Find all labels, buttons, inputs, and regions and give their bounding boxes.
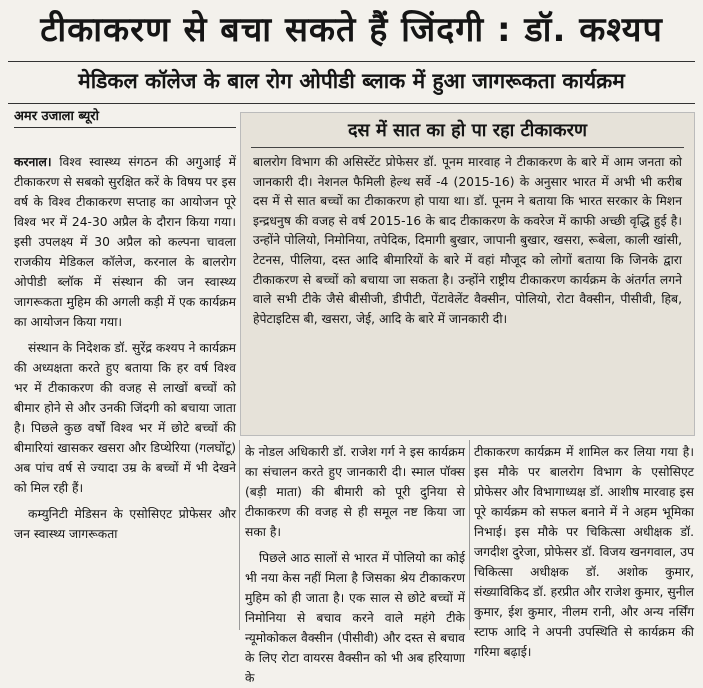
- column-1: [14, 152, 236, 632]
- article-subheadline: मेडिकल कॉलेज के बाल रोग ओपीडी ब्लाक में हुआ जागरूकता कार्यक्रम: [78, 69, 625, 93]
- column-2: [245, 442, 465, 685]
- article-headline: टीकाकरण से बचा सकते हैं जिंदगी : डॉ. कश्यप: [40, 10, 663, 50]
- sidebar-box-title: दस में सात का हो पा रहा टीकाकरण: [347, 120, 588, 141]
- sidebar-box-divider: [251, 147, 684, 148]
- col1-paragraph-1: [14, 152, 236, 332]
- col1-paragraph-2: संस्थान के निदेशक डॉ. सुरेंद्र कश्यप ने कार्यक्रम की अध्यक्षता करते हुए बताया कि हर वर्ष विश्व भर में टीकाकरण की वजह से लाखों बच्चों को बीमार होने से और उनकी जिंदगी को बचाया जाता है। पिछले कुछ वर्षों विश्व भर में छोटे बच्चों की बीमारियां खासकर खसरा और डिप्थेरिया (गलघोंटू) अब पांच वर्ष से ज्यादा उम्र के बच्चों में भी देखने को मिल रही हैं।: [14, 341, 236, 495]
- col1-paragraph-3: कम्युनिटी मेडिसन के एसोसिएट प्रोफेसर और जन स्वास्थ्य जागरूकता: [14, 507, 236, 541]
- column-divider-2: [469, 440, 470, 630]
- sidebar-box: [240, 112, 695, 436]
- col1-paragraph-1-text: विश्व स्वास्थ्य संगठन की अगुआई में टीकाकरण से सबको सुरक्षित करें के विषय पर इस वर्ष के विश्व टीकाकरण सप्ताह का आयोजन पूरे विश्व भर में 24-30 अप्रैल के दौरान किया गया। इसी उपलक्ष्य में 30 अप्रैल को कल्पना चावला राजकीय मेडिकल कॉलेज, करनाल के बालरोग ओपीडी ब्लॉक में संस्थान की जन स्वास्थ्य जागरूकता मुहिम की अगली कड़ी में एक कार्यक्रम का आयोजन किया गया।: [14, 155, 236, 329]
- col2-paragraph-1: के नोडल अधिकारी डॉ. राजेश गर्ग ने इस कार्यक्रम का संचालन करते हुए जानकारी दी। स्माल पॉक्स (बड़ी माता) की बीमारी को पूरी दुनिया से टीकाकरण की वजह से ही समूल नष्ट किया जा सका है।: [245, 445, 465, 539]
- dateline: करनाल।: [14, 155, 52, 169]
- col3-paragraph-1: टीकाकरण कार्यक्रम में शामिल कर लिया गया है। इस मौके पर बालरोग विभाग के एसोसिएट प्रोफेसर और विभागाध्यक्ष डॉ. आशीष मारवाह इस पूरे कार्यक्रम को सफल बनाने में ने अहम भूमिका निभाई। इस मौके पर चिकित्सा अधीक्षक डॉ. जगदीश दुरेजा, प्रोफेसर डॉ. विजय खनगवाल, उप चिकित्सा अधीक्षक डॉ. अशोक कुमार, संख्याविकिद डॉ. हरप्रीत और राजेश कुमार, सुनील कुमार, ईश कुमार, नीलम रानी, और अन्य नर्सिंग स्टाफ आदि ने अपनी उपस्थिति से कार्यक्रम की गरिमा बढ़ाई।: [474, 445, 694, 659]
- byline: अमर उजाला ब्यूरो: [14, 107, 236, 128]
- subheadline-divider: [8, 103, 695, 104]
- column-3: [474, 442, 694, 659]
- column-divider-1: [239, 440, 240, 630]
- sidebar-box-body: बालरोग विभाग की असिस्टेंट प्रोफेसर डॉ. पूनम मारवाह ने टीकाकरण के बारे में आम जनता को जानकारी दी। नेशनल फैमिली हेल्थ सर्वे -4 (2015-16) के अनुसार भारत में अभी भी करीब दस में से सात बच्चों का टीकाकरण हो पाया था। डॉ. पूनम ने बताया कि भारत सरकार के मिशन इन्द्रधनुष की वजह से वर्ष 2015-16 के बाद टीकाकरण के कवरेज में काफी अच्छी वृद्धि हुई है। उन्होंने पोलियो, निमोनिया, तपेदिक, दिमागी बुखार, जापानी बुखार, खसरा, रूबेला, काली खांसी, टेटनस, पीलिया, दस्त आदि बीमारियों के बारे में वहां मौजूद को लोगों बताया कि जिनके द्वारा टीकाकरण से बच्चों को बचाया जा सकता है। उन्होंने राष्ट्रीय टीकाकरण कार्यक्रम के अंतर्गत लगने वाले सभी टीके जैसे बीसीजी, डीपीटी, पेंटावेलेंट वैक्सीन, पोलियो, रोटा वैक्सीन, पीसीवी, हिब, हेपेटाइटिस बी, खसरा, जेई, आदि के बारे में जानकारी दी।: [253, 155, 682, 326]
- col2-paragraph-2: पिछले आठ सालों से भारत में पोलियो का कोई भी नया केस नहीं मिला है जिसका श्रेय टीकाकरण मुहिम को ही जाता है। एक साल से छोटे बच्चों में निमोनिया से बचाव करने वाले महंगे टीके न्यूमोकोकल वैक्सीन (पीसीवी) और दस्त से बचाव के लिए रोटा वायरस वैक्सीन को भी अब हरियाणा के: [245, 551, 465, 685]
